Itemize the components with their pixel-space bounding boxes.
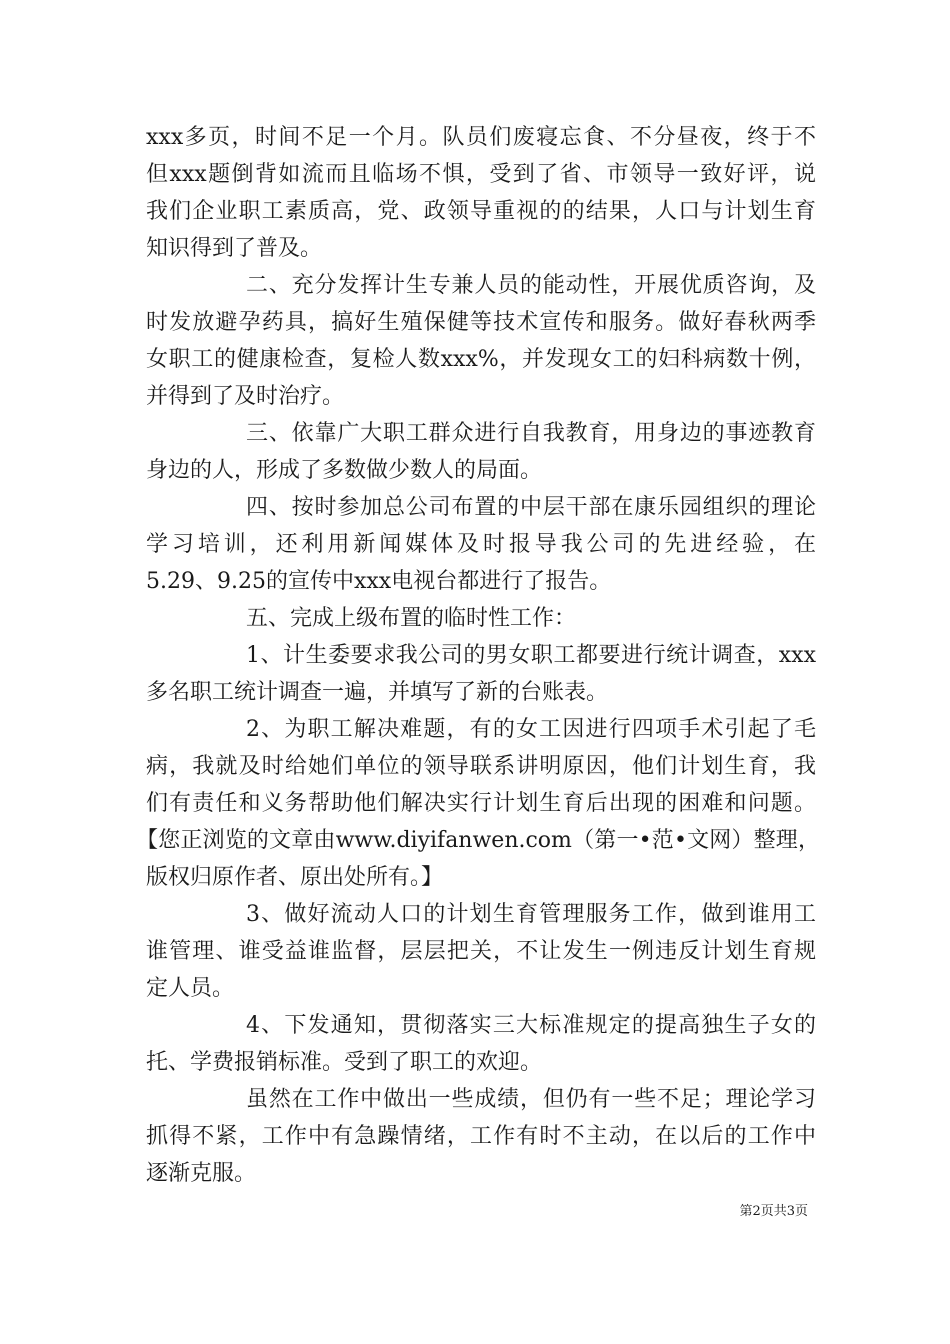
paragraph-first-line: 4、下发通知，贯彻落实三大标准规定的提高独生子女的 (246, 1013, 816, 1038)
paragraph-first-line: 四、按时参加总公司布置的中层干部在康乐园组织的理论 (246, 495, 816, 520)
text-line: 谁管理、谁受益谁监督，层层把关，不让发生一例违反计划生育规 (146, 939, 816, 964)
text-line: 5.29、9.25的宣传中xxx电视台都进行了报告。 (146, 569, 612, 594)
text-line: 时发放避孕药具，搞好生殖保健等技术宣传和服务。做好春秋两季 (146, 310, 816, 335)
text-line: 定人员。 (146, 976, 235, 1001)
source-notice-line: 【您正浏览的文章由www.diyifanwen.com（第一•范•文网）整理， (136, 828, 820, 853)
paragraph-first-line: 二、充分发挥计生专兼人员的能动性，开展优质咨询，及 (246, 273, 816, 298)
text-line: 并得到了及时治疗。 (146, 384, 345, 409)
paragraph-first-line: 1、计生委要求我公司的男女职工都要进行统计调查，xxx (246, 643, 816, 668)
text-line: 们有责任和义务帮助他们解决实行计划生育后出现的困难和问题。 (146, 791, 816, 816)
text-line: 多名职工统计调查一遍，并填写了新的台账表。 (146, 680, 609, 705)
text-line: 托、学费报销标准。受到了职工的欢迎。 (146, 1050, 543, 1075)
paragraph-first-line: 五、完成上级布置的临时性工作： (246, 606, 577, 631)
text-line: 女职工的健康检查，复检人数xxx%，并发现女工的妇科病数十例， (146, 347, 816, 372)
text-line: 但xxx题倒背如流而且临场不惧，受到了省、市领导一致好评，说 (146, 162, 816, 187)
text-line: 抓得不紧，工作中有急躁情绪，工作有时不主动，在以后的工作中 (146, 1124, 816, 1149)
text-line: 学习培训，还利用新闻媒体及时报导我公司的先进经验，在 (146, 532, 816, 557)
text-line: xxx多页，时间不足一个月。队员们废寝忘食、不分昼夜，终于不 (146, 125, 816, 150)
paragraph-first-line: 虽然在工作中做出一些成绩，但仍有一些不足；理论学习 (246, 1087, 816, 1112)
text-line: 逐渐克服。 (146, 1161, 257, 1186)
page-number: 第2页共3页 (739, 1204, 808, 1219)
paragraph-first-line: 2、为职工解决难题，有的女工因进行四项手术引起了毛 (246, 717, 816, 742)
paragraph-first-line: 3、做好流动人口的计划生育管理服务工作，做到谁用工 (246, 902, 816, 927)
text-line: 我们企业职工素质高，党、政领导重视的的结果，人口与计划生育 (146, 199, 816, 224)
text-line: 身边的人，形成了多数做少数人的局面。 (146, 458, 543, 483)
paragraph-first-line: 三、依靠广大职工群众进行自我教育，用身边的事迹教育 (246, 421, 816, 446)
text-line: 病，我就及时给她们单位的领导联系讲明原因，他们计划生育，我 (146, 754, 816, 779)
source-notice-line: 版权归原作者、原出处所有。】 (146, 865, 444, 890)
text-line: 知识得到了普及。 (146, 236, 323, 261)
